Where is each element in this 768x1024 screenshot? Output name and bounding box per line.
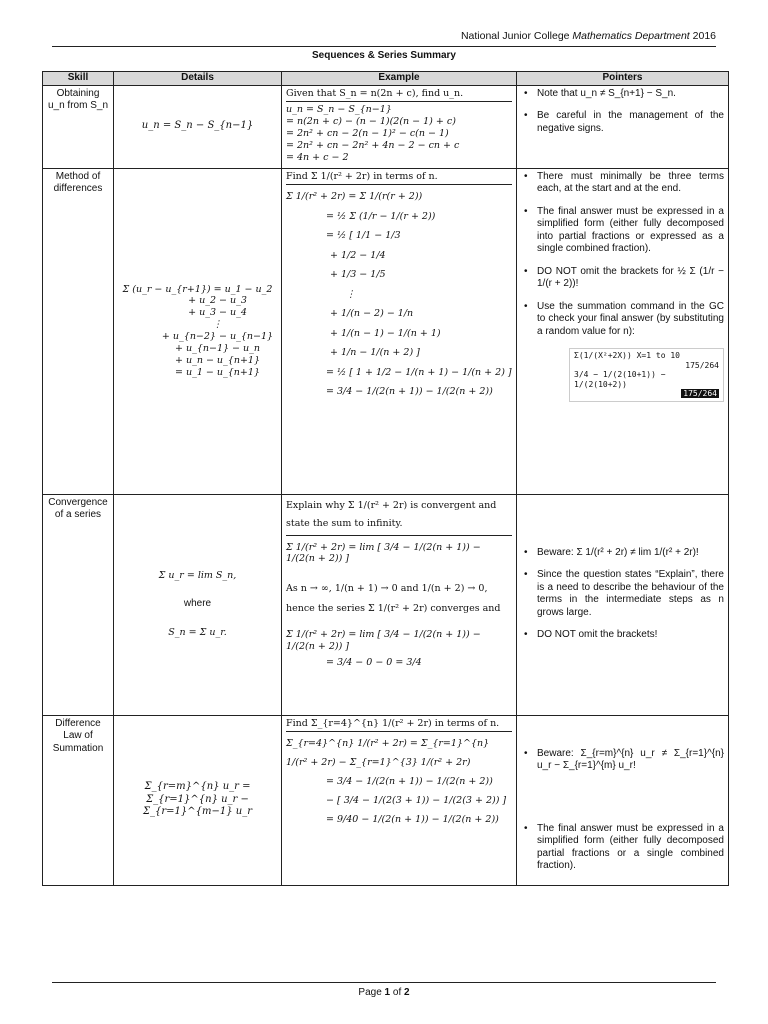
pointer-item: • Note that u_n ≠ S_{n+1} − S_n. [521,88,724,101]
example-line: = n(2n + c) − (n − 1)(2(n − 1) + c) [286,116,456,128]
example-cell [282,85,517,168]
page-header [52,30,716,47]
pointer-item: • Use the summation command in the GC to check your final answer (by substituting a random value for n): [521,301,724,339]
skill-cell: Method of differences [43,168,114,494]
pointers-cell [517,168,729,494]
pointers-cell [517,715,729,885]
summary-table [42,71,729,886]
col-header-example: Example [282,72,517,86]
example-line: = 3/4 − 1/(2(n + 1)) − 1/(2(n + 2)) [326,776,493,788]
pointer-item: • Beware: Σ_{r=m}^{n} u_r ≠ Σ_{r=1}^{n} u_r − Σ_{r=1}^{m} u_r! [521,748,724,773]
example-prompt: Find Σ_{r=4}^{n} 1/(r² + 2r) in terms of n. [286,717,500,729]
details-line: + u_n − u_{n+1} [174,354,261,366]
example-cell [282,494,517,715]
header-institution: National Junior College [460,30,573,42]
footer-page-number: 1 [384,987,391,998]
example-line: = ½ [ 1 + 1/2 − 1/(n + 1) − 1/(n + 2) ] [326,366,512,378]
pointers-cell [517,85,729,168]
col-header-pointers: Pointers [517,72,729,86]
example-line: u_n = S_n − S_{n−1} [286,104,392,116]
example-line: + 1/(n − 1) − 1/(n + 1) [330,327,441,339]
example-divider [286,731,512,732]
col-header-details: Details [114,72,282,86]
example-line: = 2n² + cn − 2(n − 1)² − c(n − 1) [286,128,449,140]
example-line: ⋮ [346,288,356,300]
example-line: As n → ∞, 1/(n + 1) → 0 and 1/(n + 2) → 0, hence the series Σ 1/(r² + 2r) converges and [286,583,501,615]
example-line: + 1/(n − 2) − 1/n [330,308,414,320]
pointer-item: • The final answer must be expressed in a simplified form (either fully decomposed partial fractions or a single combined fraction). [521,823,724,873]
example-line: + 1/2 − 1/4 [330,249,386,261]
footer-middle: of [390,987,405,998]
pointer-item: • DO NOT omit the brackets for ½ Σ (1/r − 1/(r + 2))! [521,266,724,291]
pointer-item: • Be careful in the management of the negative signs. [521,110,724,135]
details-line: + u_3 − u_4 [188,307,247,319]
example-line: + 1/3 − 1/5 [330,269,386,281]
example-line: Σ 1/(r² + 2r) = lim [ 3/4 − 1/(2(n + 1)) − 1/(2(n + 2)) ] [286,629,481,653]
page-title: Sequences & Series Summary [312,50,456,61]
pointer-item: • DO NOT omit the brackets! [521,629,724,642]
details-line: ⋮ [212,319,223,331]
details-line: + u_{n−1} − u_n [174,342,261,354]
footer-prefix: Page [358,987,385,998]
example-line: = 3/4 − 0 − 0 = 3/4 [326,656,422,668]
details-line: = u_1 − u_{n+1} [175,366,260,378]
example-line: = 3/4 − 1/(2(n + 1)) − 1/(2(n + 2)) [326,386,493,398]
example-line: Σ_{r=4}^{n} 1/(r² + 2r) = Σ_{r=1}^{n} 1/(r² + 2r) − Σ_{r=1}^{3} 1/(r² + 2r) [286,738,490,769]
footer-total-pages: 2 [404,987,410,998]
example-divider [286,535,512,536]
example-cell [282,168,517,494]
skill-cell: Difference Law of Summation [43,715,114,885]
example-line: + 1/n − 1/(n + 2) ] [330,347,420,359]
calc-result-highlight: 175/264 [683,389,717,399]
example-line: − [ 3/4 − 1/(2(3 + 1)) − 1/(2(3 + 2)) ] [326,795,507,807]
details-cell: Σ_{r=m}^{n} u_r = Σ_{r=1}^{n} u_r − Σ_{r=1}^{m−1} u_r [114,715,282,885]
calc-line: Σ(1/(X²+2X)) X=1 to 10 [574,351,680,360]
details-line: + u_2 − u_3 [188,295,247,307]
table-row [43,494,729,715]
details-line: where [183,598,212,610]
example-line: Σ 1/(r² + 2r) = lim [ 3/4 − 1/(2(n + 1)) − 1/(2(n + 2)) ] [286,541,481,565]
calc-result: 175/264 [685,360,719,370]
header-department: Mathematics Department [572,30,690,42]
skill-cell: Convergence of a series [43,494,114,715]
example-line: = ½ [ 1/1 − 1/3 [326,230,401,242]
details-line: S_n = Σ u_r. [168,626,227,638]
pointer-item: • Since the question states “Explain”, there is a need to describe the behaviour of the terms in the intermediate steps as n grows large. [521,569,724,619]
example-divider [286,101,512,102]
details-cell [114,494,282,715]
pointer-item: • There must minimally be three terms each, at the start and at the end. [521,171,724,196]
header-year: 2016 [689,30,716,42]
details-line: Σ (u_r − u_{r+1}) = u_1 − u_2 [122,283,273,295]
table-row [43,715,729,885]
calculator-screen-wrap [521,348,724,402]
example-line: = ½ Σ (1/r − 1/(r + 2)) [326,210,436,222]
example-prompt: Explain why Σ 1/(r² + 2r) is convergent and state the sum to infinity. [286,499,497,529]
pointer-item: • Beware: Σ 1/(r² + 2r) ≠ lim 1/(r² + 2r)! [521,547,724,560]
details-cell: u_n = S_n − S_{n−1} [114,85,282,168]
details-line: + u_{n−2} − u_{n−1} [161,331,274,342]
details-line: Σ u_r = lim S_n, [158,570,237,582]
calculator-screen [569,348,724,402]
col-header-skill: Skill [43,72,114,86]
example-line: = 9/40 − 1/(2(n + 1)) − 1/(2(n + 2)) [326,814,499,826]
pointers-cell [517,494,729,715]
table-row [43,168,729,494]
pointer-item: • The final answer must be expressed in a simplified form (either fully decomposed into partial fractions or expressed as a single combined fraction). [521,206,724,256]
example-prompt: Find Σ 1/(r² + 2r) in terms of n. [286,170,438,182]
example-divider [286,184,512,185]
details-cell [114,168,282,494]
example-cell [282,715,517,885]
example-line: = 4n + c − 2 [286,151,349,163]
skill-cell: Obtaining u_n from S_n [43,85,114,168]
page-footer [52,982,716,998]
example-prompt: Given that S_n = n(2n + c), find u_n. [286,87,464,99]
example-line: Σ 1/(r² + 2r) = Σ 1/(r(r + 2)) [286,191,423,203]
table-header-row [43,72,729,86]
example-line: = 2n² + cn − 2n² + 4n − 2 − cn + c [286,140,460,151]
table-row [43,85,729,168]
calc-line: 3/4 − 1/(2(10+1)) − 1/(2(10+2)) [574,370,666,389]
